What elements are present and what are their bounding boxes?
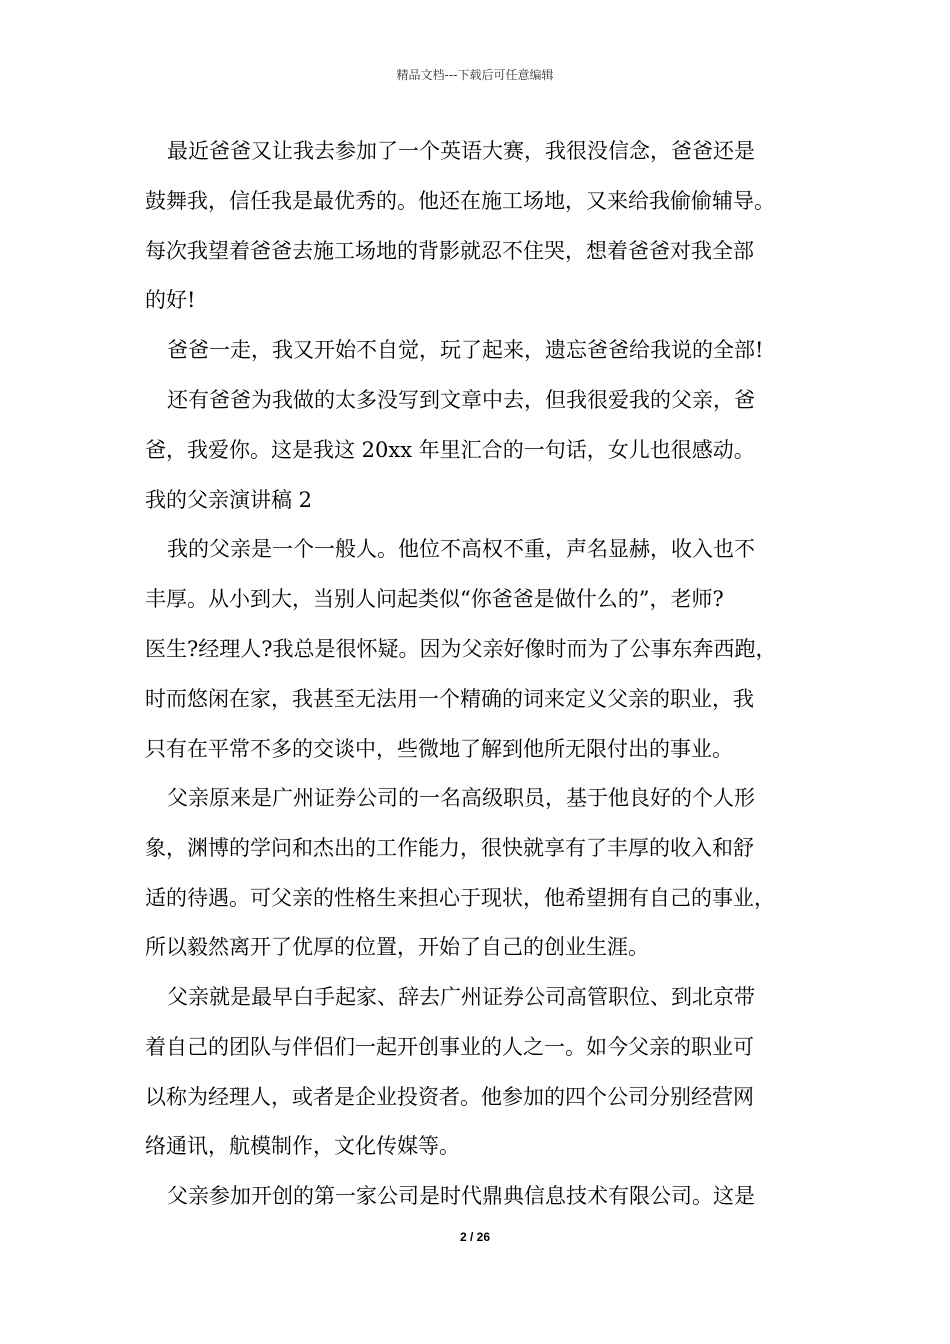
page-number: 2 / 26 [459, 1230, 491, 1244]
body-line: 丰厚。从小到大，当别人问起类似“你爸爸是做什么的”，老师? [145, 587, 724, 611]
body-line: 鼓舞我，信任我是最优秀的。他还在施工场地，又来给我偷偷辅导。 [145, 189, 775, 213]
body-line: 每次我望着爸爸去施工场地的背影就忍不住哭，想着爸爸对我全部 [145, 239, 754, 263]
body-line: 只有在平常不多的交谈中，些微地了解到他所无限付出的事业。 [145, 737, 733, 761]
body-line: 我的父亲是一个一般人。他位不高权不重，声名显赫，收入也不 [167, 537, 755, 561]
body-line: 父亲就是最早白手起家、辞去广州证券公司高管职位、到北京带 [167, 985, 755, 1009]
body-line: 父亲原来是广州证券公司的一名高级职员，基于他良好的个人形 [167, 786, 755, 810]
page-header: 精品文档---下载后可任意编辑 [396, 68, 554, 82]
body-line: 爸爸一走，我又开始不自觉，玩了起来，遗忘爸爸给我说的全部! [167, 338, 764, 362]
body-line: 爸，我爱你。这是我这 20xx 年里汇合的一句话，女儿也很感动。 [145, 438, 755, 462]
body-line: 所以毅然离开了优厚的位置，开始了自己的创业生涯。 [145, 935, 649, 959]
body-line: 象，渊博的学问和杰出的工作能力，很快就享有了丰厚的收入和舒 [145, 836, 754, 860]
body-line: 以称为经理人，或者是企业投资者。他参加的四个公司分别经营网 [145, 1085, 754, 1109]
body-line: 着自己的团队与伴侣们一起开创事业的人之一。如今父亲的职业可 [145, 1035, 754, 1059]
body-line: 时而悠闲在家，我甚至无法用一个精确的词来定义父亲的职业，我 [145, 687, 754, 711]
section-heading: 我的父亲演讲稿 2 [145, 488, 313, 512]
body-line: 络通讯，航模制作，文化传媒等。 [145, 1134, 460, 1158]
body-line: 的好! [145, 288, 196, 312]
body-line: 最近爸爸又让我去参加了一个英语大赛，我很没信念，爸爸还是 [167, 139, 755, 163]
body-line: 父亲参加开创的第一家公司是时代鼎典信息技术有限公司。这是 [167, 1184, 755, 1208]
body-line: 还有爸爸为我做的太多没写到文章中去，但我很爱我的父亲，爸 [167, 388, 755, 412]
body-line: 医生?经理人?我总是很怀疑。因为父亲好像时而为了公事东奔西跑， [145, 637, 777, 661]
body-line: 适的待遇。可父亲的性格生来担心于现状，他希望拥有自己的事业， [145, 886, 775, 910]
